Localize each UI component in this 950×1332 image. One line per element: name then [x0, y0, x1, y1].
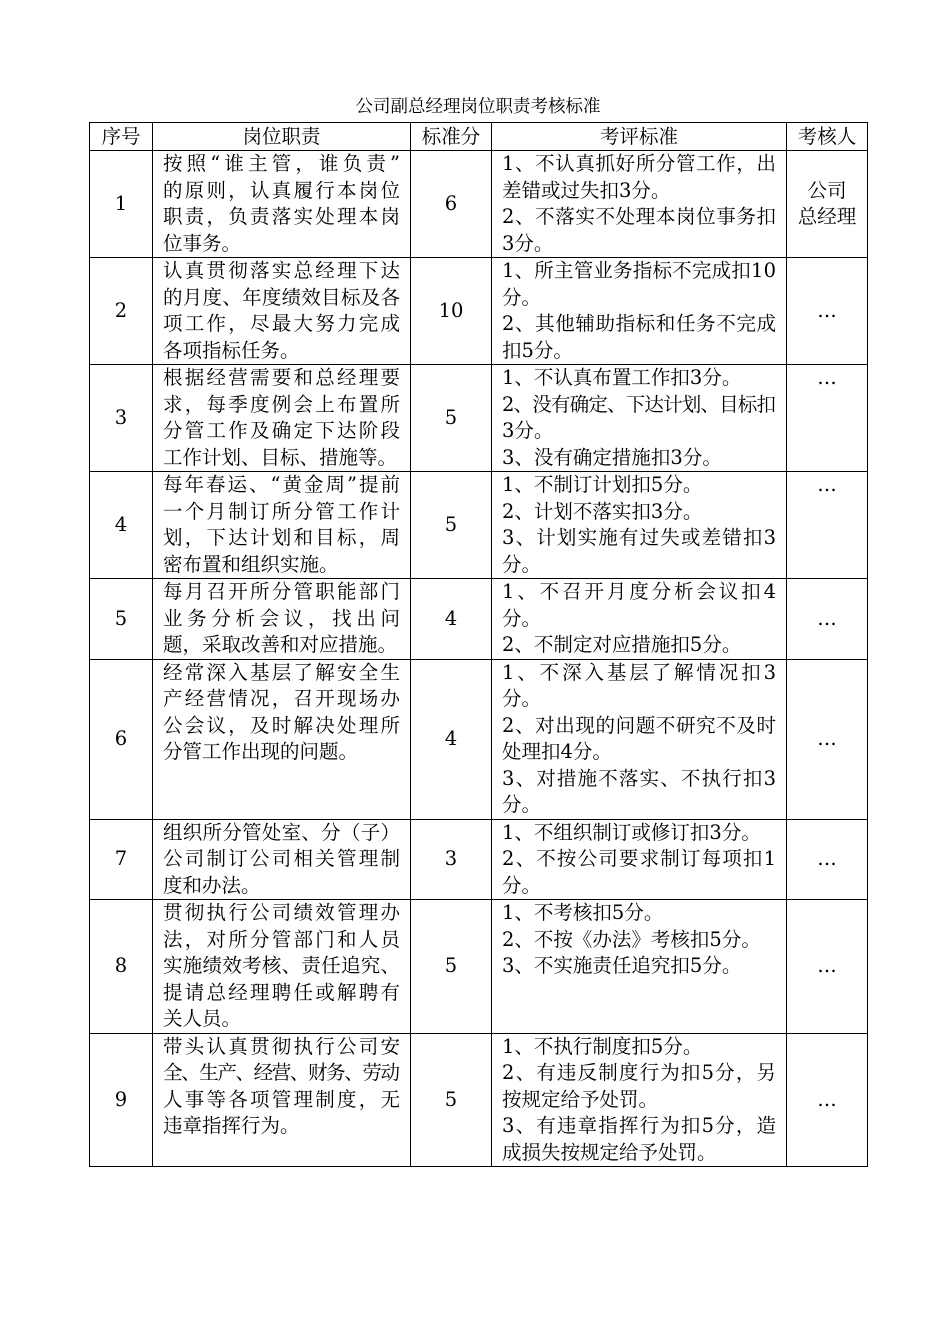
criteria-item [502, 766, 776, 819]
duty-line: 根据经营需要和总经理要 [163, 366, 403, 389]
criteria-item [502, 258, 776, 311]
criteria-line: 处理扣4分。 [502, 740, 612, 763]
assessor-cell [787, 1033, 868, 1167]
seq-cell: 2 [90, 258, 153, 365]
criteria-cell [492, 900, 787, 1034]
duty-line: 求，每季度例会上布置所 [163, 392, 403, 416]
header-score: 标准分 [411, 123, 492, 151]
table-row [90, 579, 868, 660]
criteria-line: 1、不制订计划扣5分。 [502, 473, 703, 496]
duty-line: 经常深入基层了解安全生 [163, 660, 403, 684]
seq-cell: 6 [90, 659, 153, 819]
duty-line: 公会议，及时解决处理所 [163, 713, 403, 737]
criteria-cell [492, 1033, 787, 1167]
table-row [90, 900, 868, 1034]
criteria-item [502, 525, 776, 578]
duty-line: 密布置和组织实施。 [163, 552, 339, 576]
criteria-item [502, 365, 776, 392]
duty-line: 的原则，认真履行本岗位 [163, 178, 403, 202]
criteria-line: 分。 [502, 285, 542, 309]
duty-line: 带头认真贯彻执行公司安 [163, 1034, 403, 1058]
duty-line: 产经营情况，召开现场办 [163, 687, 403, 710]
duty-line: 的月度、年度绩效目标及各 [163, 285, 401, 309]
document-title: 公司副总经理岗位职责考核标准 [355, 97, 601, 117]
criteria-line: 2、没有确定、下达计划、目标扣 [502, 392, 776, 416]
assessor-cell [787, 659, 868, 819]
criteria-item [502, 1113, 776, 1166]
duty-cell [153, 258, 411, 365]
criteria-line: 扣5分。 [502, 338, 573, 362]
assessor-line: … [817, 954, 837, 977]
criteria-item [502, 953, 776, 980]
table-row [90, 365, 868, 472]
criteria-item [502, 1034, 776, 1061]
criteria-cell [492, 258, 787, 365]
duty-line: 分管工作及确定下达阶段 [163, 419, 403, 442]
duty-cell [153, 1033, 411, 1167]
score-cell: 3 [411, 819, 492, 900]
duty-cell [153, 365, 411, 472]
duty-line: 各项指标任务。 [163, 338, 300, 362]
criteria-line: 1、不召开月度分析会议扣4 [502, 580, 779, 603]
header-seq: 序号 [90, 123, 153, 151]
criteria-line: 2、有违反制度行为扣5分，另 [502, 1061, 778, 1084]
duty-line: 关人员。 [163, 1007, 242, 1030]
seq-cell: 4 [90, 472, 153, 579]
criteria-line: 1、不组织制订或修订扣3分。 [502, 820, 761, 844]
table-row [90, 819, 868, 900]
assessor-line: … [817, 473, 837, 496]
criteria-line: 2、计划不落实扣3分。 [502, 499, 703, 523]
criteria-item [502, 579, 779, 632]
criteria-line: 差错或过失扣3分。 [502, 178, 671, 202]
duty-line: 按照“谁主管，谁负责” [163, 152, 405, 175]
assessor-cell [787, 365, 868, 472]
duty-line: 提请总经理聘任或解聘有 [163, 980, 403, 1004]
criteria-item [502, 846, 776, 899]
seq-cell: 3 [90, 365, 153, 472]
criteria-cell [492, 659, 787, 819]
criteria-line: 2、对出现的问题不研究不及时 [502, 713, 777, 737]
criteria-line: 1、不深入基层了解情况扣3 [502, 660, 779, 684]
duty-line: 实施绩效考核、责任追究、 [163, 954, 401, 977]
duty-line: 公司制订公司相关管理制 [163, 847, 403, 870]
criteria-cell [492, 579, 787, 660]
duty-line: 全、生产、经营、财务、劳动 [163, 1061, 399, 1084]
duty-line: 认真贯彻落实总经理下达 [163, 259, 403, 282]
criteria-item [502, 927, 776, 954]
seq-cell: 7 [90, 819, 153, 900]
criteria-line: 2、其他辅助指标和任务不完成 [502, 312, 777, 335]
score-cell: 5 [411, 1033, 492, 1167]
assessor-cell [787, 151, 868, 258]
criteria-line: 2、不落实不处理本岗位事务扣 [502, 205, 777, 228]
duty-line: 业务分析会议，找出问 [163, 606, 405, 630]
criteria-line: 2、不制定对应措施扣5分。 [502, 633, 742, 656]
score-cell: 5 [411, 365, 492, 472]
table-row [90, 1033, 868, 1167]
criteria-line: 分。 [502, 793, 542, 816]
criteria-item [502, 713, 776, 766]
duty-line: 职责，负责落实处理本岗 [163, 205, 403, 228]
criteria-item [502, 1060, 776, 1113]
duty-line: 每月召开所分管职能部门 [163, 580, 403, 603]
criteria-item [502, 900, 776, 927]
criteria-item [502, 151, 776, 204]
duty-line: 划，下达计划和目标，周 [163, 526, 403, 549]
criteria-line: 3、没有确定措施扣3分。 [502, 445, 722, 469]
duty-line: 人事等各项管理制度，无 [163, 1087, 403, 1111]
assessor-line: … [817, 1087, 837, 1111]
score-cell: 4 [411, 579, 492, 660]
table-row [90, 258, 868, 365]
duty-line: 度和办法。 [163, 873, 261, 897]
duty-cell [153, 659, 411, 819]
duty-line: 项工作，尽最大努力完成 [163, 312, 403, 335]
criteria-item [502, 820, 776, 847]
duty-cell [153, 819, 411, 900]
duty-line: 贯彻执行公司绩效管理办 [163, 901, 403, 924]
duty-cell [153, 472, 411, 579]
assessor-cell [787, 900, 868, 1034]
duty-cell [153, 579, 411, 660]
assessor-line: … [817, 298, 837, 322]
header-duty: 岗位职责 [153, 123, 411, 151]
duty-line: 题，采取改善和对应措施。 [163, 633, 398, 656]
criteria-line: 分。 [502, 873, 542, 897]
duty-cell [153, 151, 411, 258]
assessor-line: … [817, 726, 837, 750]
duty-line: 工作计划、目标、措施等。 [163, 445, 398, 469]
duty-line: 每年春运、“黄金周”提前 [163, 473, 402, 496]
assessor-cell [787, 472, 868, 579]
criteria-line: 2、不按《办法》考核扣5分。 [502, 927, 761, 951]
assessment-table [89, 122, 868, 1167]
score-cell: 5 [411, 472, 492, 579]
score-cell: 10 [411, 258, 492, 365]
table-row [90, 151, 868, 258]
header-assessor: 考核人 [787, 123, 868, 151]
duty-cell [153, 900, 411, 1034]
criteria-line: 3、不实施责任追究扣5分。 [502, 954, 742, 977]
criteria-line: 3分。 [502, 419, 554, 442]
duty-line: 分管工作出现的问题。 [163, 740, 359, 763]
seq-cell: 8 [90, 900, 153, 1034]
assessor-line: … [817, 606, 837, 630]
score-cell: 5 [411, 900, 492, 1034]
criteria-line: 分。 [502, 552, 542, 576]
criteria-line: 分。 [502, 606, 542, 630]
assessor-line: 公司 [807, 178, 847, 202]
criteria-item [502, 204, 776, 257]
criteria-item [502, 311, 776, 364]
seq-cell: 1 [90, 151, 153, 258]
seq-cell: 5 [90, 579, 153, 660]
criteria-line: 1、不执行制度扣5分。 [502, 1034, 703, 1058]
criteria-item [502, 660, 779, 713]
assessor-cell [787, 579, 868, 660]
assessor-line: … [817, 847, 837, 870]
score-cell: 4 [411, 659, 492, 819]
criteria-cell [492, 472, 787, 579]
criteria-item [502, 472, 776, 499]
assessor-line: … [817, 366, 837, 389]
criteria-line: 3、对措施不落实、不执行扣3 [502, 766, 778, 790]
criteria-item [502, 499, 776, 526]
criteria-line: 按规定给予处罚。 [502, 1087, 659, 1111]
criteria-line: 3、计划实施有过失或差错扣3 [502, 526, 778, 549]
duty-line: 位事务。 [163, 231, 242, 255]
criteria-cell [492, 151, 787, 258]
duty-line: 法，对所分管部门和人员 [163, 927, 403, 951]
criteria-line: 3分。 [502, 231, 554, 255]
criteria-line: 1、所主管业务指标不完成扣10 [502, 259, 777, 282]
duty-line: 违章指挥行为。 [163, 1114, 300, 1137]
criteria-line: 分。 [502, 687, 542, 710]
seq-cell: 9 [90, 1033, 153, 1167]
criteria-item [502, 632, 776, 659]
table-row [90, 659, 868, 819]
criteria-cell [492, 819, 787, 900]
criteria-cell [492, 365, 787, 472]
assessor-cell [787, 258, 868, 365]
criteria-line: 1、不考核扣5分。 [502, 901, 664, 924]
score-cell: 6 [411, 151, 492, 258]
table-row [90, 472, 868, 579]
criteria-line: 1、不认真布置工作扣3分。 [502, 366, 742, 389]
assessor-line: 总经理 [797, 205, 857, 228]
criteria-item [502, 445, 776, 472]
criteria-line: 2、不按公司要求制订每项扣1 [502, 847, 778, 870]
header-row [90, 123, 868, 151]
criteria-line: 1、不认真抓好所分管工作，出 [502, 152, 777, 175]
duty-line: 组织所分管处室、分（子） [163, 820, 401, 844]
criteria-item [502, 392, 776, 445]
criteria-line: 3、有违章指挥行为扣5分，造 [502, 1114, 778, 1137]
header-criteria: 考评标准 [492, 123, 787, 151]
criteria-line: 成损失按规定给予处罚。 [502, 1140, 717, 1164]
assessor-cell [787, 819, 868, 900]
duty-line: 一个月制订所分管工作计 [163, 499, 403, 523]
